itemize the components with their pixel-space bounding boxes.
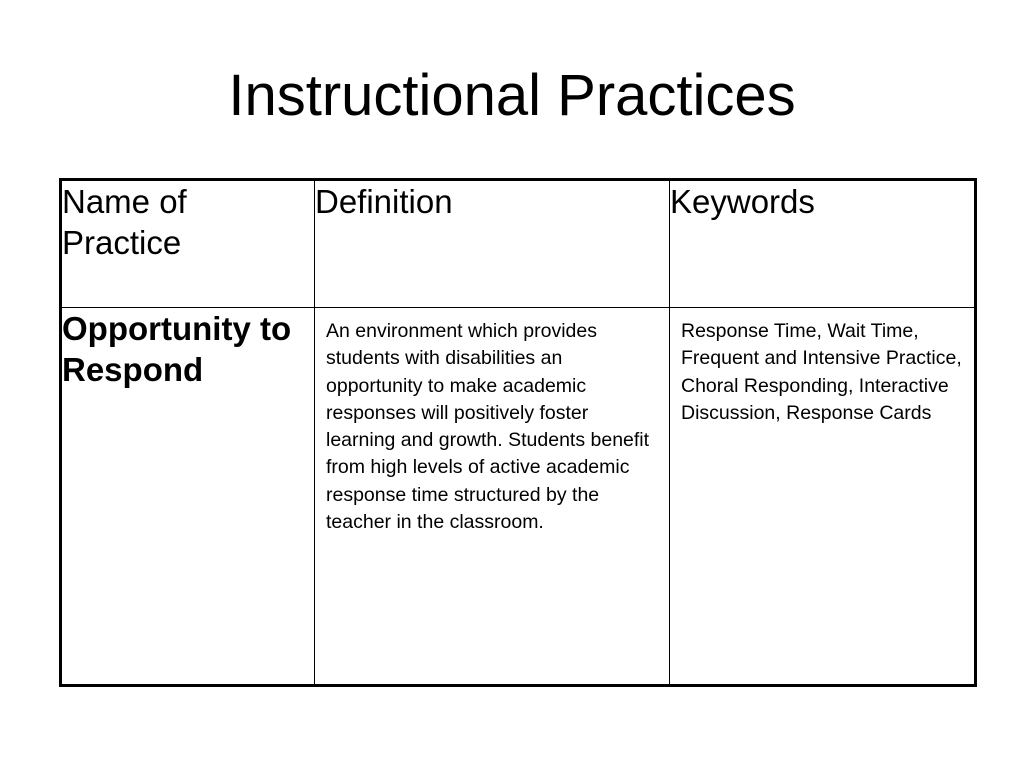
- table-row: [61, 308, 976, 686]
- definition-cell: [315, 308, 670, 686]
- header-name-of-practice: Name of Practice: [61, 180, 315, 308]
- practices-table: [59, 178, 977, 687]
- header-definition: Definition: [315, 180, 670, 308]
- practice-name-cell: Opportunity to Respond: [61, 308, 315, 686]
- keywords-text: Response Time, Wait Time, Frequent and Intensive Practice, Choral Responding, Interactive Discussion, Response Cards: [681, 320, 962, 424]
- keywords-cell: [670, 308, 976, 686]
- header-keywords: Keywords: [670, 180, 976, 308]
- table-header-row: [61, 180, 976, 308]
- slide-title: Instructional Practices: [228, 63, 796, 128]
- definition-text: An environment which provides students with disabilities an opportunity to make academic responses will positively foster learning and growth. Students benefit from high levels of active academic response time structured by the teacher in the classroom.: [326, 320, 650, 534]
